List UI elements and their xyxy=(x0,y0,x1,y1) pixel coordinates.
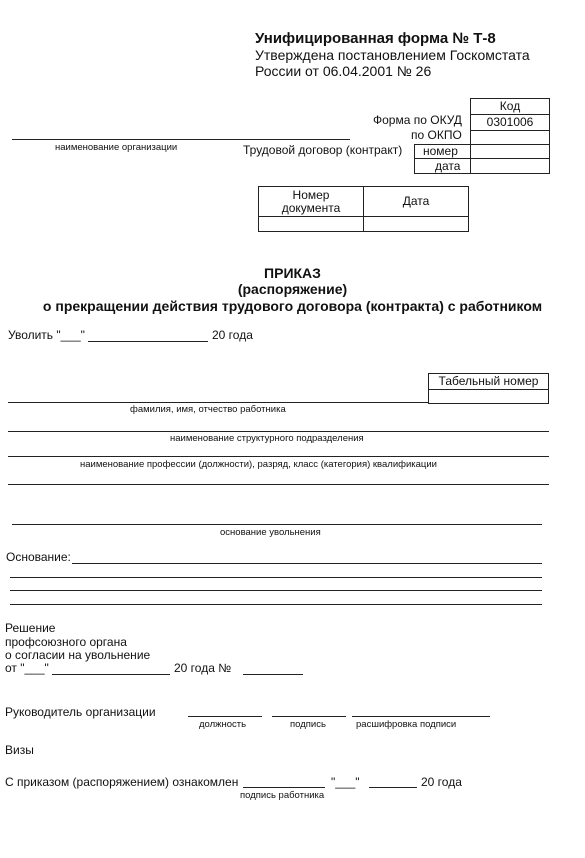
division-line[interactable] xyxy=(8,431,549,432)
sign-caption: подпись xyxy=(290,719,326,730)
number-label-cell: номер xyxy=(414,144,471,159)
reason-caption: основание увольнения xyxy=(220,527,321,538)
order-subtitle: (распоряжение) xyxy=(237,281,348,297)
dismiss-year: 20 года xyxy=(212,328,253,342)
profession-line-2[interactable] xyxy=(8,484,549,485)
union-year-label: 20 года № xyxy=(174,661,232,675)
ack-day-quote: "___" xyxy=(331,775,360,789)
contract-number-value-cell[interactable] xyxy=(470,144,550,159)
order-description: о прекращении действия трудового договора (контракта) с работником xyxy=(42,298,543,314)
union-number-line[interactable] xyxy=(243,674,303,675)
basis-line-2[interactable] xyxy=(10,577,542,578)
position-line[interactable] xyxy=(188,716,262,717)
reason-line[interactable] xyxy=(12,524,542,525)
decode-caption: расшифровка подписи xyxy=(356,719,457,730)
contract-label: Трудовой договор (контракт) xyxy=(243,143,403,157)
ack-month-line[interactable] xyxy=(369,787,417,788)
union-line-3: о согласии на увольнение xyxy=(5,648,151,662)
approved-line-1: Утверждена постановлением Госкомстата xyxy=(255,47,530,63)
doc-number-cell[interactable] xyxy=(258,216,364,232)
union-line-2: профсоюзного органа xyxy=(5,635,127,649)
union-from-label: от "___" xyxy=(5,661,49,675)
profession-line[interactable] xyxy=(8,456,549,457)
contract-date-value-cell[interactable] xyxy=(470,158,550,174)
tabel-value-cell[interactable] xyxy=(428,389,549,404)
profession-caption: наименование профессии (должности), разряд, класс (категория) квалификации xyxy=(80,459,437,470)
fio-line[interactable] xyxy=(8,402,428,403)
basis-line-4[interactable] xyxy=(10,604,542,605)
ack-sign-line[interactable] xyxy=(243,787,325,788)
visa-label: Визы xyxy=(5,743,34,757)
ack-label: С приказом (распоряжением) ознакомлен xyxy=(5,775,239,789)
tabel-header-cell: Табельный номер xyxy=(428,373,549,390)
sign-line[interactable] xyxy=(272,716,346,717)
org-caption: наименование организации xyxy=(55,142,178,153)
date-label-cell: дата xyxy=(414,158,471,174)
okud-value-cell[interactable] xyxy=(470,114,550,131)
okud-value: 0301006 xyxy=(486,115,534,129)
union-line-1: Решение xyxy=(5,621,56,635)
okud-label: Форма по ОКУД xyxy=(373,113,462,127)
head-label: Руководитель организации xyxy=(5,705,156,719)
approved-line-2: России от 06.04.2001 № 26 xyxy=(255,63,432,79)
basis-line-3[interactable] xyxy=(10,590,542,591)
ack-sign-caption: подпись работника xyxy=(240,790,325,801)
union-date-line[interactable] xyxy=(52,674,170,675)
decode-line[interactable] xyxy=(352,716,490,717)
kod-header-cell: Код xyxy=(470,98,550,115)
okpo-label: по ОКПО xyxy=(411,128,462,142)
ack-year: 20 года xyxy=(421,775,462,789)
doc-number-header: Номер документа xyxy=(258,186,364,217)
division-caption: наименование структурного подразделения xyxy=(170,433,364,444)
fio-caption: фамилия, имя, отчество работника xyxy=(130,404,286,415)
position-caption: должность xyxy=(199,719,247,730)
basis-line-1[interactable] xyxy=(72,563,542,564)
dismiss-label: Уволить "___" xyxy=(8,328,85,342)
order-title: ПРИКАЗ xyxy=(264,265,321,281)
form-title: Унифицированная форма № Т-8 xyxy=(255,30,496,47)
doc-date-header: Дата xyxy=(363,186,469,217)
org-name-line[interactable] xyxy=(12,139,350,140)
doc-date-cell[interactable] xyxy=(363,216,469,232)
basis-label: Основание: xyxy=(6,550,71,564)
dismiss-month-line[interactable] xyxy=(88,341,208,342)
okpo-value-cell[interactable] xyxy=(470,130,550,145)
